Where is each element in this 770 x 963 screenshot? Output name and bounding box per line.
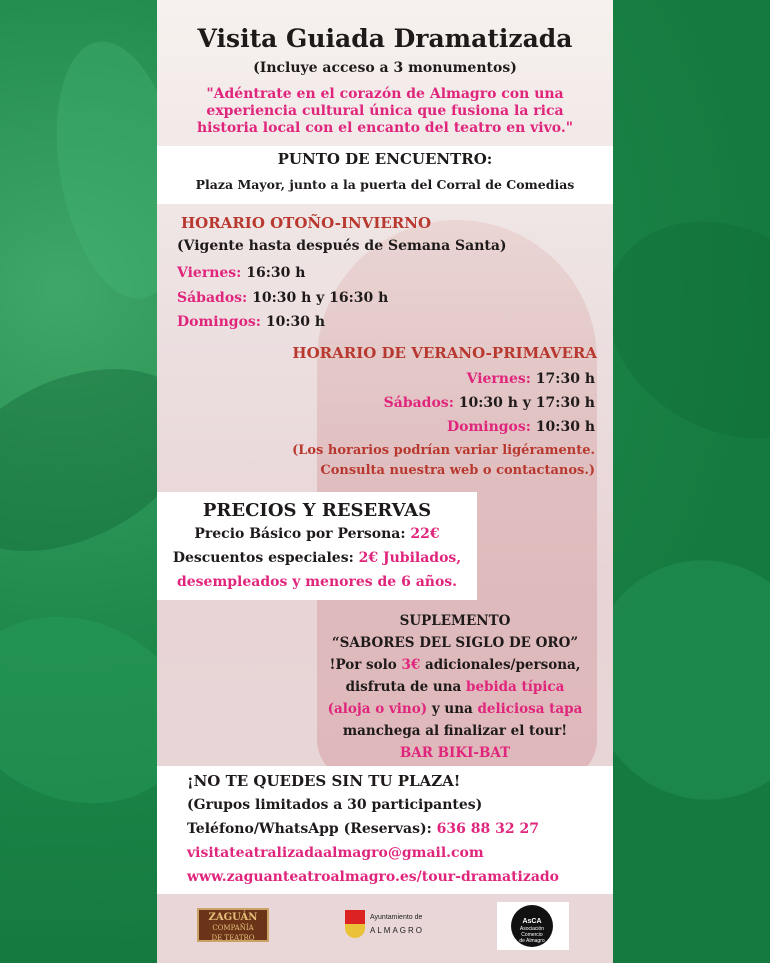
highlight: bebida típica	[466, 679, 565, 695]
ayuntamiento-logo	[343, 908, 425, 946]
autumn-row	[177, 314, 325, 330]
website-link[interactable]: www.zaguanteatroalmagro.es/tour-dramatizado	[187, 869, 560, 885]
quote-line: "Adéntrate en el corazón de Almagro con una	[206, 86, 564, 102]
contact-heading: ¡NO TE QUEDES SIN TU PLAZA!	[187, 772, 461, 790]
logo-text: ALMAGRO	[370, 926, 425, 935]
time-value: 16:30 h	[241, 265, 306, 281]
text: disfruta de una	[345, 679, 466, 695]
price-value: 22€	[410, 526, 440, 542]
price-label: Precio Básico por Persona:	[194, 526, 411, 542]
highlight: (aloja o vino)	[327, 701, 428, 717]
phone-label: Teléfono/WhatsApp (Reservas):	[187, 821, 437, 837]
poster-title: Visita Guiada Dramatizada	[197, 24, 573, 53]
supplement-line	[297, 654, 613, 676]
time-value: 10:30 h y 16:30 h	[247, 290, 389, 306]
highlight: deliciosa tapa	[477, 701, 583, 717]
text: !Por solo	[329, 657, 402, 673]
poster-panel	[157, 0, 613, 963]
poster-subtitle: (Incluye acceso a 3 monumentos)	[253, 60, 517, 76]
discount-line	[157, 550, 477, 566]
summer-row	[467, 371, 595, 387]
autumn-row	[177, 265, 305, 281]
day-label: Viernes:	[177, 265, 242, 281]
logo-text: Ayuntamiento de	[370, 914, 423, 921]
quote-line: experiencia cultural única que fusiona la rica	[206, 103, 564, 119]
logo-text: Comercio	[521, 932, 543, 938]
asca-circle-icon	[511, 905, 553, 947]
logo-text: de Almagro	[519, 938, 545, 944]
supplement-block	[297, 610, 613, 764]
autumn-heading: HORARIO OTOÑO-INVIERNO	[181, 214, 432, 232]
autumn-row	[177, 290, 388, 306]
meeting-place: Plaza Mayor, junto a la puerta del Corral de Comedias	[195, 177, 575, 192]
summer-row	[384, 395, 595, 411]
text: adicionales/persona,	[420, 657, 581, 673]
logo-text: COMPAÑÍA	[212, 924, 254, 932]
day-label: Domingos:	[446, 419, 531, 435]
highlight: 3€	[401, 657, 421, 673]
logo-text: DE TEATRO	[211, 934, 255, 942]
day-label: Domingos:	[177, 314, 261, 330]
meeting-heading: PUNTO DE ENCUENTRO:	[277, 150, 493, 168]
logo-text: ZAGUÁN	[208, 912, 258, 923]
quote-line: historia local con el encanto del teatro en vivo."	[196, 120, 574, 136]
basic-price	[157, 526, 477, 542]
time-value: 17:30 h	[530, 371, 595, 387]
zaguan-logo	[197, 908, 269, 942]
phone-number[interactable]: 636 88 32 27	[436, 821, 539, 837]
phone-line	[187, 821, 539, 837]
groups-note: (Grupos limitados a 30 participantes)	[187, 797, 483, 813]
bar-name: BAR BIKI-BAT	[399, 745, 511, 761]
supplement-heading: SUPLEMENTO	[399, 613, 511, 629]
asca-logo	[497, 902, 569, 950]
prices-heading: PRECIOS Y RESERVAS	[202, 500, 432, 521]
coat-of-arms-icon	[345, 910, 365, 938]
summer-note	[292, 441, 595, 481]
day-label: Viernes:	[466, 371, 531, 387]
day-label: Sábados:	[383, 395, 454, 411]
discount-label: Descuentos especiales:	[172, 550, 359, 566]
intro-quote	[157, 86, 613, 137]
day-label: Sábados:	[177, 290, 248, 306]
logo-text	[511, 918, 553, 944]
summer-heading: HORARIO DE VERANO-PRIMAVERA	[292, 344, 597, 362]
autumn-note: (Vigente hasta después de Semana Santa)	[177, 238, 507, 254]
supplement-line	[297, 698, 613, 720]
time-value: 10:30 h	[530, 419, 595, 435]
time-value: 10:30 h	[260, 314, 326, 330]
discount-value: 2€ Jubilados,	[358, 550, 462, 566]
note-line: (Los horarios podrían variar ligéramente.	[292, 443, 595, 458]
supplement-line: manchega al finalizar el tour!	[342, 723, 568, 739]
logo-text: Asociación	[519, 926, 545, 932]
email-link[interactable]: visitateatralizadaalmagro@gmail.com	[187, 845, 484, 861]
text: y una	[427, 701, 478, 717]
supplement-name: “SABORES DEL SIGLO DE ORO”	[331, 635, 579, 651]
time-value: 10:30 h y 17:30 h	[453, 395, 595, 411]
logo-text: AsCA	[522, 918, 542, 925]
discount-line2: desempleados y menores de 6 años.	[176, 574, 458, 590]
note-line: Consulta nuestra web o contactanos.)	[320, 463, 595, 478]
summer-row	[447, 419, 595, 435]
supplement-line	[297, 676, 613, 698]
